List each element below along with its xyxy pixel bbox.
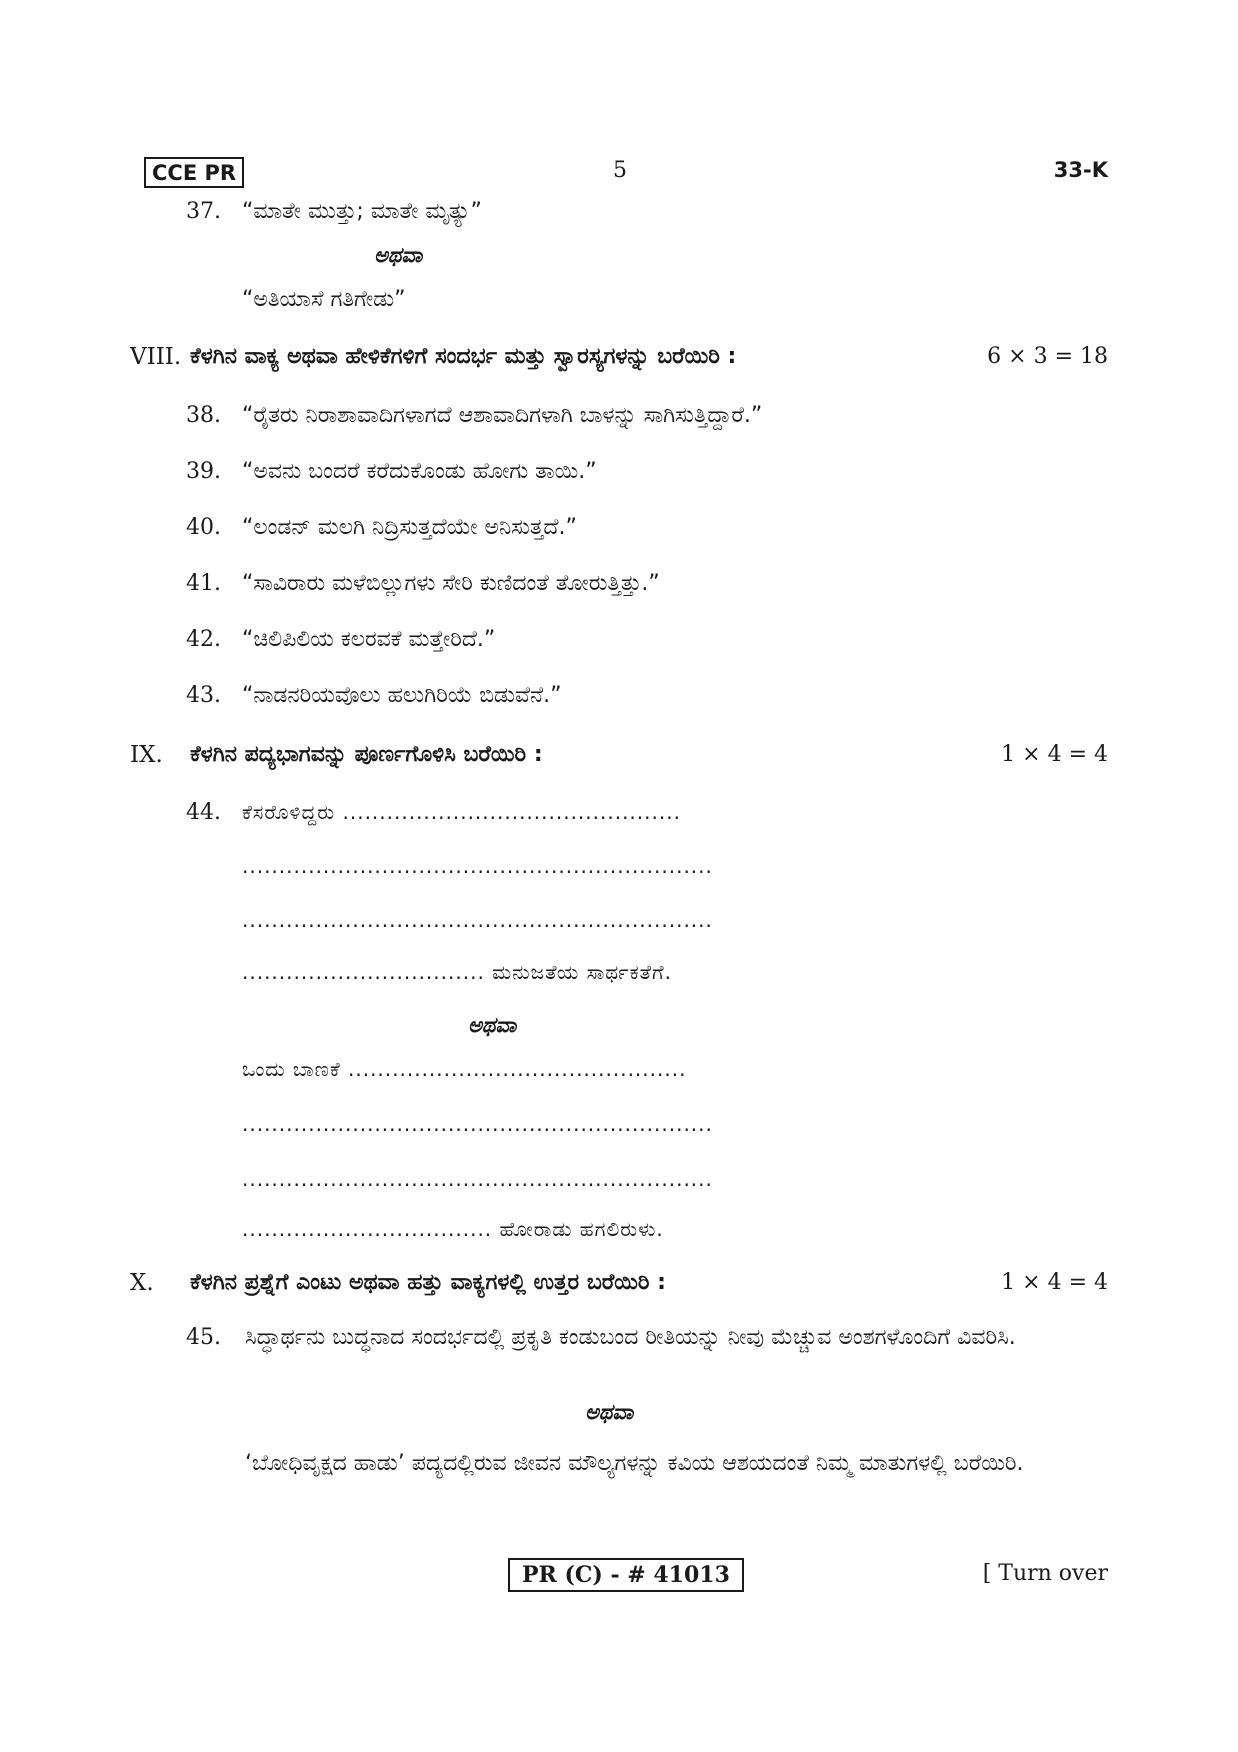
question-number-41: 41. [186,571,221,596]
question-number-42: 42. [186,627,221,652]
or-separator-44: ಅಥವಾ [468,1013,517,1037]
question-number-43: 43. [186,683,221,708]
poem-line-3: ................................................................ [242,908,713,932]
question-text-41: “ಸಾವಿರಾರು ಮಳೆಬಿಲ್ಲುಗಳು ಸೇರಿ ಕುಣಿದಂತೆ ತೋರುತ್ತಿತ್ತು.” [242,571,660,596]
poem-alt-line-4: .................................. ಹೋರಾಡು ಹಗಲಿರುಳು. [242,1217,664,1241]
poem-line-2: ................................................................ [242,854,713,878]
section-number-9: IX. [130,742,163,768]
question-text-37: “ಮಾತೇ ಮುತ್ತು; ಮಾತೇ ಮೃತ್ಯು” [242,199,482,224]
question-number-45: 45. [186,1325,221,1350]
paper-code: 33-K [1053,158,1108,182]
question-text-40: “ಲಂಡನ್ ಮಲಗಿ ನಿದ್ರಿಸುತ್ತದೆಯೇ ಅನಿಸುತ್ತದೆ.” [242,515,577,540]
section-title-8: ಕೆಳಗಿನ ವಾಕ್ಯ ಅಥವಾ ಹೇಳಿಕೆಗಳಿಗೆ ಸಂದರ್ಭ ಮತ್ತು ಸ್ವಾರಸ್ಯಗಳನ್ನು ಬರೆಯಿರಿ : [190,344,737,369]
or-separator-37: ಅಥವಾ [374,243,423,267]
question-number-39: 39. [186,459,221,484]
footer-code-box: PR (C) - # 41013 [508,1558,744,1592]
section-title-9: ಕೆಳಗಿನ ಪದ್ಯಭಾಗವನ್ನು ಪೂರ್ಣಗೊಳಿಸಿ ಬರೆಯಿರಿ : [190,742,543,767]
section-marks-10: 1 × 4 = 4 [1001,1270,1108,1295]
poem-line-4: ................................. ಮನುಜತೆಯ ಸಾರ್ಥಕತೆಗೆ. [242,960,672,984]
question-text-42: “ಚಿಲಿಪಿಲಿಯ ಕಲರವಕೆ ಮತ್ತೇರಿದೆ.” [242,627,496,652]
question-text-43: “ನಾಡನರಿಯವೊಲು ಹಲುಗಿರಿಯೆ ಬಿಡುವೆನೆ.” [242,683,562,708]
section-number-10: X. [130,1270,154,1296]
question-text-39: “ಅವನು ಬಂದರೆ ಕರೆದುಕೊಂಡು ಹೋಗು ತಾಯಿ.” [242,459,597,484]
poem-alt-line-1: ಒಂದು ಬಾಣಕೆ .............................................. [242,1057,687,1081]
poem-alt-line-3: ................................................................ [242,1167,713,1191]
question-number-44: 44. [186,800,221,825]
section-marks-8: 6 × 3 = 18 [987,344,1108,369]
question-number-37: 37. [186,199,221,224]
header-series-box: CCE PR [144,157,244,188]
section-marks-9: 1 × 4 = 4 [1001,742,1108,767]
question-text-45: ಸಿದ್ಧಾರ್ಥನು ಬುದ್ಧನಾದ ಸಂದರ್ಭದಲ್ಲಿ ಪ್ರಕೃತಿ ಕಂಡುಬಂದ ರೀತಿಯನ್ನು ನೀವು ಮೆಚ್ಚುವ ಅಂಶಗಳೊಂದಿಗೆ ವಿವರಿಸಿ. [245,1325,1016,1350]
section-number-8: VIII. [130,344,182,370]
question-alt-text-37: “ಅತಿಯಾಸೆ ಗತಿಗೇಡು” [242,287,406,312]
page-number: 5 [613,158,627,183]
question-alt-text-45: ‘ಬೋಧಿವೃಕ್ಷದ ಹಾಡು’ ಪದ್ಯದಲ್ಲಿರುವ ಜೀವನ ಮೌಲ್ಯಗಳನ್ನು ಕವಿಯ ಆಶಯದಂತೆ ನಿಮ್ಮ ಮಾತುಗಳಲ್ಲಿ ಬರೆಯಿರಿ. [245,1451,1024,1476]
poem-line-1: ಕೆಸರೊಳಿದ್ದರು .............................................. [242,800,681,824]
question-number-40: 40. [186,515,221,540]
question-text-38: “ರೈತರು ನಿರಾಶಾವಾದಿಗಳಾಗದೆ ಆಶಾವಾದಿಗಳಾಗಿ ಬಾಳನ್ನು ಸಾಗಿಸುತ್ತಿದ್ದಾರೆ.” [242,403,763,428]
turn-over-note: [ Turn over [982,1561,1108,1586]
question-number-38: 38. [186,403,221,428]
poem-alt-line-2: ................................................................ [242,1112,713,1136]
or-separator-45: ಅಥವಾ [585,1400,634,1424]
section-title-10: ಕೆಳಗಿನ ಪ್ರಶ್ನೆಗೆ ಎಂಟು ಅಥವಾ ಹತ್ತು ವಾಕ್ಯಗಳಲ್ಲಿ ಉತ್ತರ ಬರೆಯಿರಿ : [190,1270,666,1295]
